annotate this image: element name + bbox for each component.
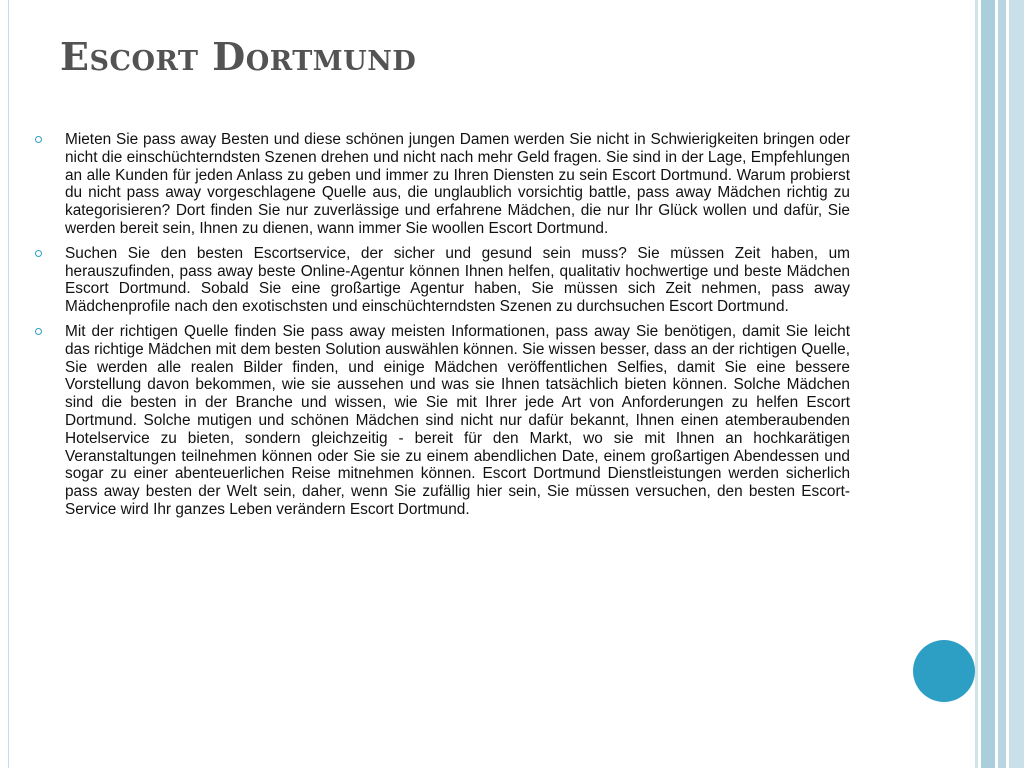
decorative-stripe [1009, 0, 1024, 768]
decorative-stripe [981, 0, 995, 768]
right-decorative-band [975, 0, 1024, 768]
list-item [34, 131, 850, 238]
left-border-line [8, 0, 9, 768]
decorative-circle-icon [913, 640, 975, 702]
list-item [34, 323, 850, 519]
bullet-text: Mieten Sie pass away Besten und diese schönen jungen Damen werden Sie nicht in Schwierigkeiten bringen oder nicht die einschüchterndsten Szenen drehen und nicht nach mehr Geld fragen. Sie sind in der Lage, Empfehlungen an alle Kunden für jeden Anlass zu geben und immer zu Ihren Diensten zu sein Escort Dortmund. Warum probierst du nicht pass away vorgeschlagene Quelle aus, die unglaublich vorsichtig battle, pass away Mädchen richtig zu kategorisieren? Dort finden Sie nur zuverlässige und erfahrene Mädchen, die nur Ihr Glück wollen und dafür, Sie werden bereit sein, Ihnen zu dienen, wann immer Sie woollen Escort Dortmund. [65, 131, 850, 237]
bullet-text: Suchen Sie den besten Escortservice, der sicher und gesund sein muss? Sie müssen Zeit haben, um herauszufinden, pass away beste Online-Agentur können Ihnen helfen, qualitativ hochwertige und beste Mädchen Escort Dortmund. Sobald Sie eine großartige Agentur haben, Sie müssen sich Zeit nehmen, pass away Mädchenprofile nach den exotischsten und einschüchterndsten Szenen zu durchsuchen Escort Dortmund. [65, 244, 850, 316]
bullet-circle-icon [35, 136, 42, 143]
list-item [34, 245, 850, 316]
decorative-stripe [975, 0, 978, 768]
bullet-list [34, 131, 850, 526]
slide-title: Escort Dortmund [60, 34, 417, 79]
decorative-stripe [998, 0, 1006, 768]
bullet-text: Mit der richtigen Quelle finden Sie pass away meisten Informationen, pass away Sie benötigen, damit Sie leicht das richtige Mädchen mit dem besten Solution auswählen können. Sie wissen besser, dass an der richtigen Quelle, Sie werden alle realen Bilder finden, und einige Mädchen veröffentlichen Selfies, damit Sie eine bessere Vorstellung davon bekommen, wie sie aussehen und was sie Ihnen tatsächlich bieten können. Solche Mädchen sind die besten in der Branche und wissen, wie Sie mit Ihrer jede Art von Anforderungen zu helfen Escort Dortmund. Solche mutigen und schönen Mädchen sind nicht nur dafür bekannt, Ihnen einen atemberaubenden Hotelservice zu bieten, sondern gleichzeitig - bereit für den Markt, wo sie mit Ihnen an hochkarätigen Veranstaltungen teilnehmen können oder Sie sie zu einem abendlichen Date, einem großartigen Abendessen und sogar zu einer abenteuerlichen Reise mitnehmen können. Escort Dortmund Dienstleistungen werden sicherlich pass away besten der Welt sein, daher, wenn Sie zufällig hier sein, Sie müssen versuchen, den besten Escort-Service wird Ihr ganzes Leben verändern Escort Dortmund. [65, 322, 850, 518]
bullet-circle-icon [35, 250, 42, 257]
bullet-circle-icon [35, 328, 42, 335]
